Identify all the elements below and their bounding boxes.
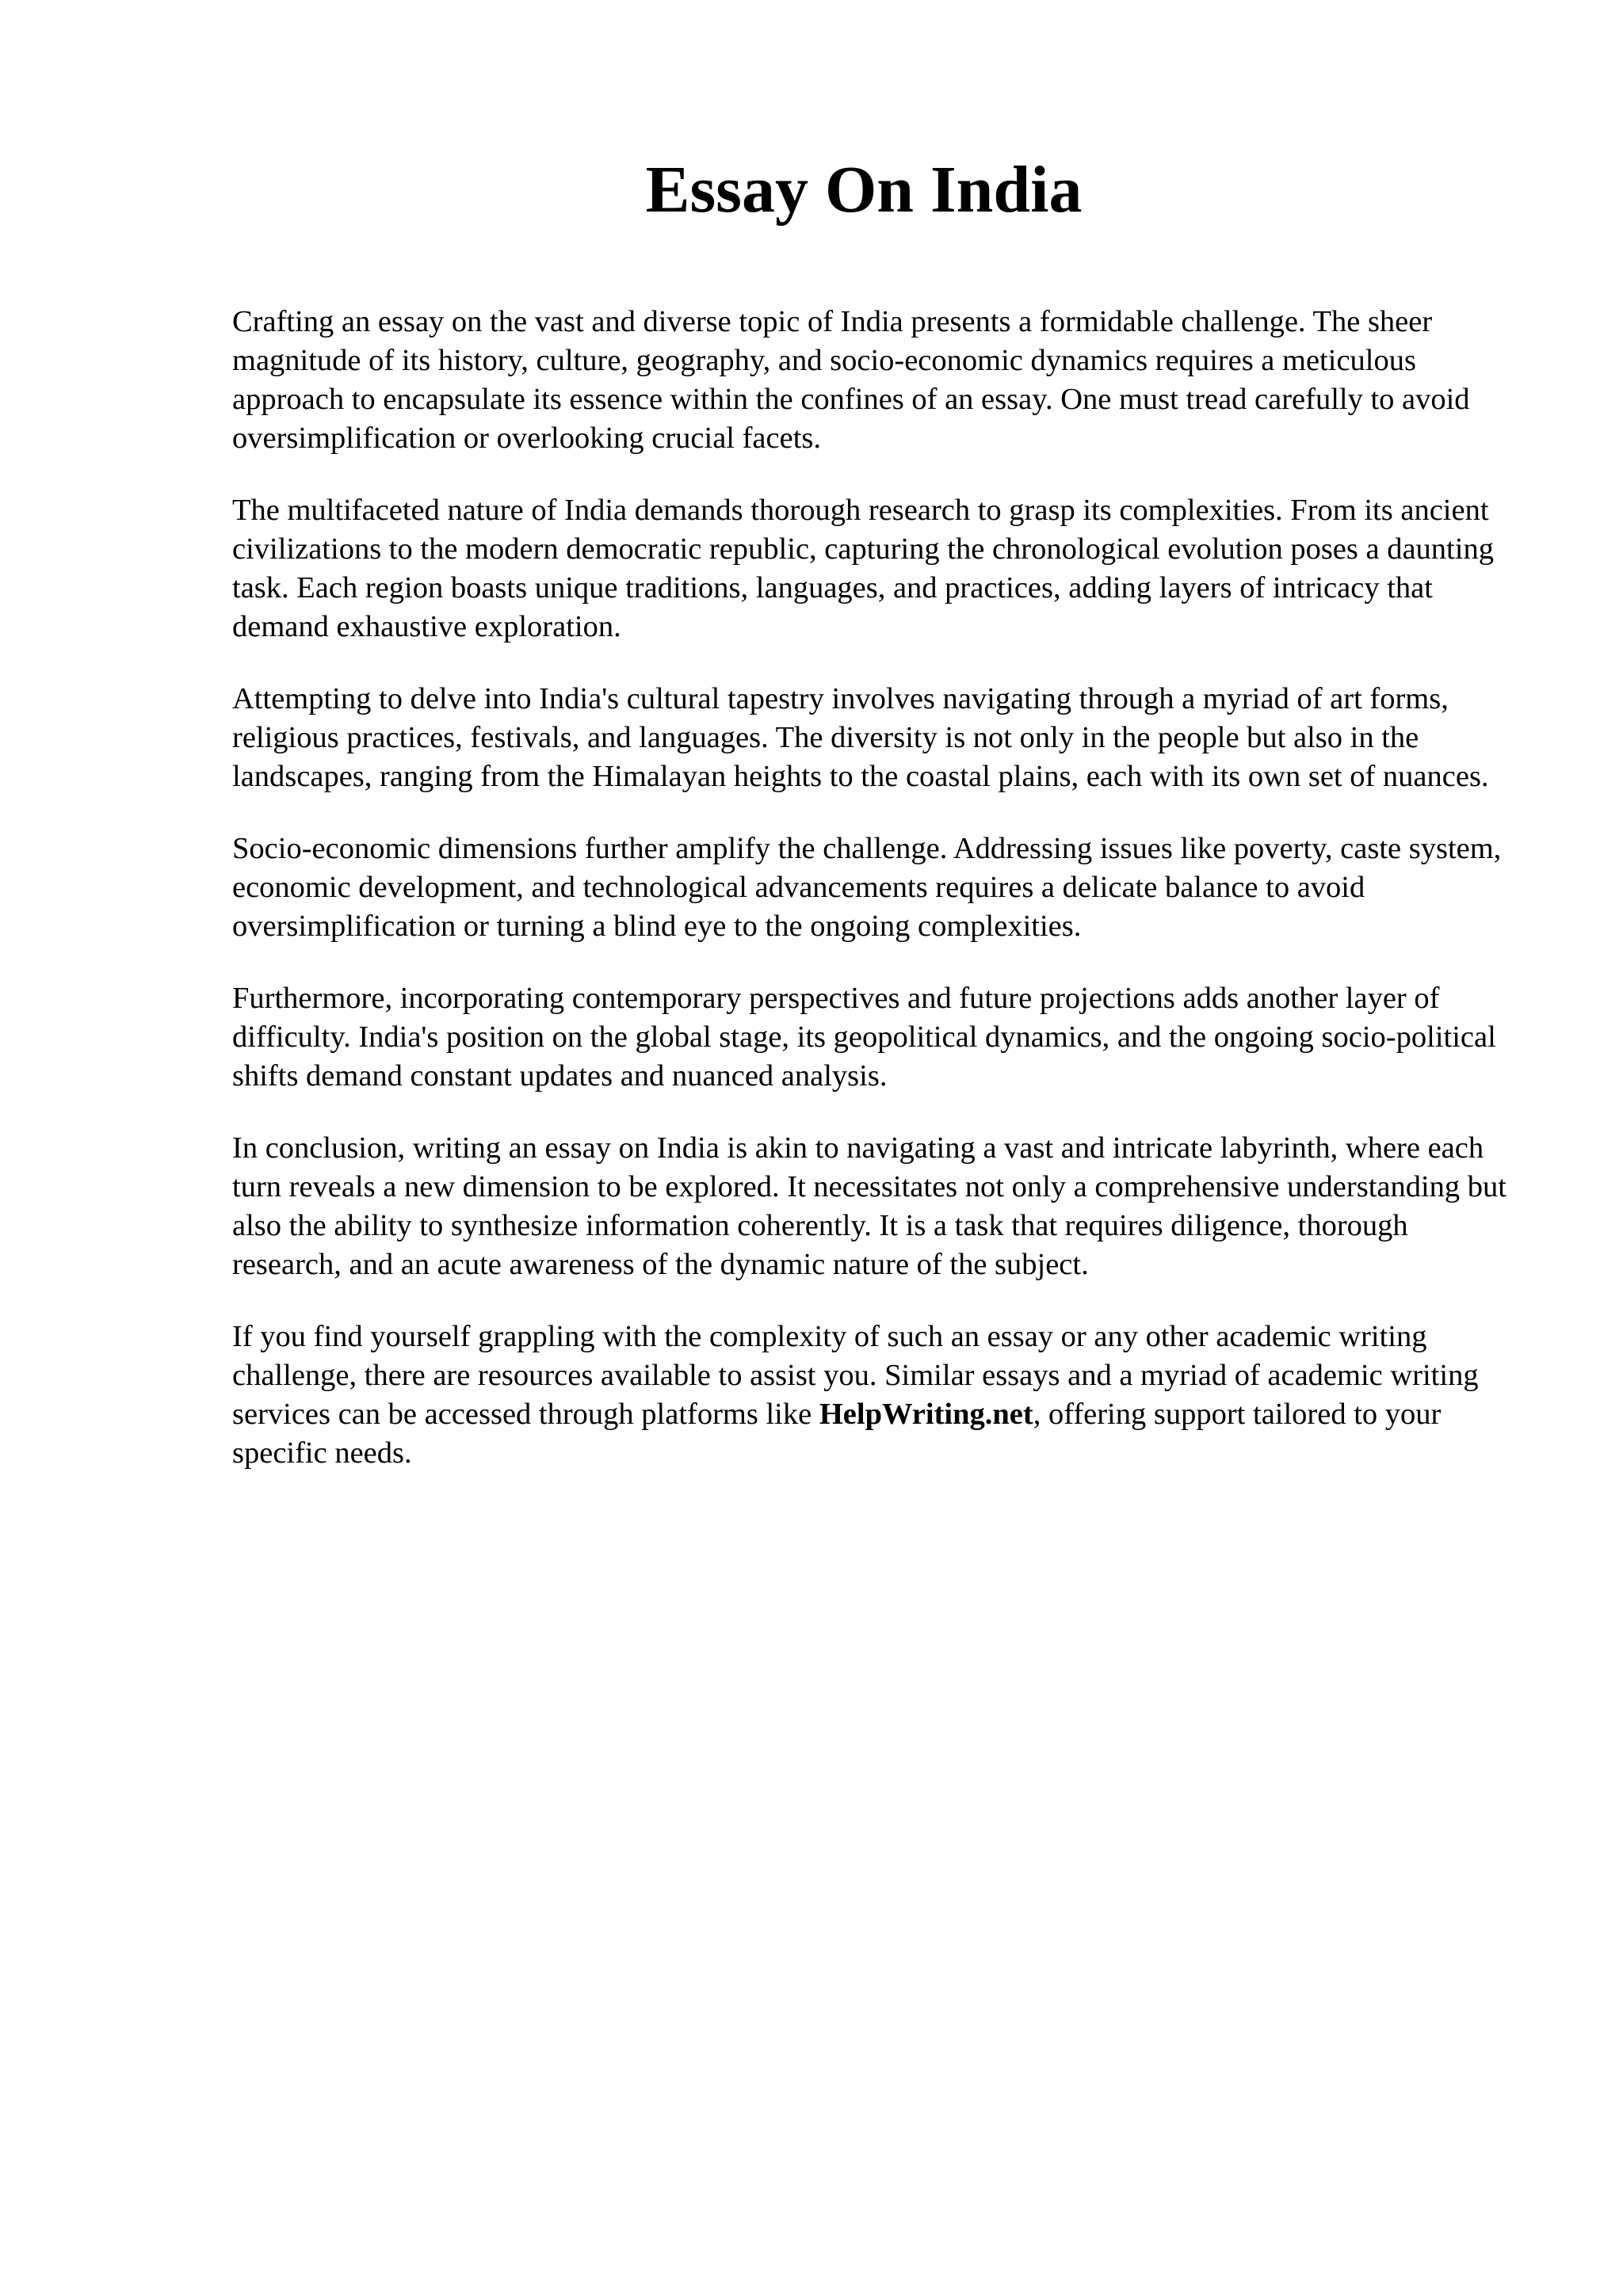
- paragraph-6: In conclusion, writing an essay on India is akin to navigating a vast and intricate labyrinth, where each turn reveals a new dimension to be explored. It necessitates not only a comprehensive understanding but also the ability to synthesize information coherently. It is a task that requires diligence, thorough research, and an acute awareness of the dynamic nature of the subject.: [232, 1131, 1507, 1281]
- closing-text-after: , offering support tailored to your specific needs.: [232, 1398, 1442, 1470]
- closing-text-before: If you find yourself grappling with the complexity of such an essay or any other academic writing challenge, there are resources available to assist you. Similar essays and a myriad of academic writing services can be accessed through platforms like: [232, 1320, 1479, 1431]
- paragraph-1: Crafting an essay on the vast and diverse topic of India presents a formidable challenge. The sheer magnitude of its history, culture, geography, and socio-economic dynamics requires a meticulous approach to encapsulate its essence within the confines of an essay. One must tread carefully to avoid oversimplification or overlooking crucial facets.: [232, 305, 1470, 455]
- paragraph-5: Furthermore, incorporating contemporary perspectives and future projections adds another layer of difficulty. India's position on the global stage, its geopolitical dynamics, and the ongoing socio-political shifts demand constant updates and nuanced analysis.: [232, 982, 1496, 1093]
- essay-body: [232, 303, 1516, 1506]
- page-title: Essay On India: [645, 153, 1083, 227]
- brand-name: HelpWriting.net: [819, 1398, 1033, 1431]
- paragraph-2: The multifaceted nature of India demands thorough research to grasp its complexities. From its ancient civilizations to the modern democratic republic, capturing the chronological evolution poses a daunting task. Each region boasts unique traditions, languages, and practices, adding layers of intricacy that demand exhaustive exploration.: [232, 494, 1494, 643]
- paragraph-4: Socio-economic dimensions further amplify the challenge. Addressing issues like poverty, caste system, economic development, and technological advancements requires a delicate balance to avoid oversimplification or turning a blind eye to the ongoing complexities.: [232, 832, 1502, 943]
- closing-paragraph: [232, 1318, 1516, 1473]
- paragraph-3: Attempting to delve into India's cultural tapestry involves navigating through a myriad of art forms, religious practices, festivals, and languages. The diversity is not only in the people but also in the landscapes, ranging from the Himalayan heights to the coastal plains, each with its own set of nuances.: [232, 682, 1489, 793]
